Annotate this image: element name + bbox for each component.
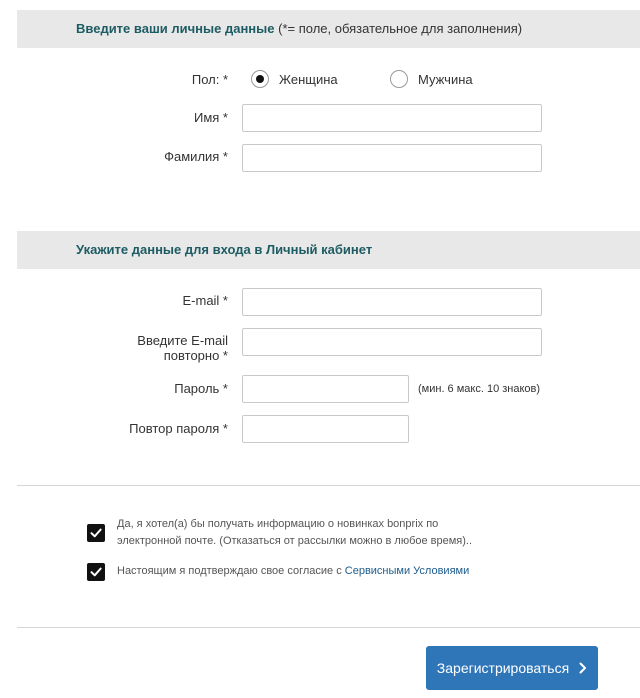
email-field[interactable] <box>242 288 542 316</box>
password-field[interactable] <box>242 375 409 403</box>
email-repeat-label-line2: повторно * <box>163 348 228 363</box>
required-note: (*= поле, обязательное для заполнения) <box>278 21 523 36</box>
register-button-label: Зарегистрироваться <box>436 660 570 676</box>
gender-label: Пол: * <box>191 72 228 87</box>
personal-data-header <box>17 10 640 48</box>
chevron-right-icon <box>579 662 587 674</box>
personal-data-title: Введите ваши личные данные <box>76 21 275 36</box>
first-name-field[interactable] <box>242 104 542 132</box>
checkbox-checked-icon <box>90 527 102 539</box>
password-repeat-label: Повтор пароля * <box>129 421 228 436</box>
first-name-label: Имя * <box>194 110 228 125</box>
register-button[interactable] <box>426 646 598 690</box>
password-repeat-field[interactable] <box>242 415 409 443</box>
login-data-header <box>17 231 640 269</box>
password-label: Пароль * <box>174 381 228 396</box>
gender-option-female[interactable] <box>251 69 338 89</box>
login-data-title: Укажите данные для входа в Личный кабинет <box>76 242 373 257</box>
newsletter-consent-text <box>117 516 497 550</box>
terms-text: Настоящим я подтверждаю свое согласие с <box>117 565 342 577</box>
terms-checkbox[interactable] <box>87 563 105 581</box>
checkbox-checked-icon <box>90 566 102 578</box>
gender-female-label: Женщина <box>279 71 338 87</box>
newsletter-checkbox[interactable] <box>87 524 105 542</box>
email-repeat-field[interactable] <box>242 328 542 356</box>
newsletter-line1: Да, я хотел(а) бы получать информацию о новинках bonprix по <box>117 518 439 530</box>
last-name-field[interactable] <box>242 144 542 172</box>
divider <box>17 485 640 486</box>
email-label: E-mail * <box>182 293 228 308</box>
email-repeat-label-line1: Введите E-mail <box>137 333 228 348</box>
radio-selected-icon[interactable] <box>251 70 269 88</box>
radio-unselected-icon[interactable] <box>390 70 408 88</box>
gender-male-label: Мужчина <box>418 71 473 87</box>
divider <box>17 627 640 628</box>
email-repeat-label <box>137 333 228 363</box>
newsletter-line2: электронной почте. (Отказаться от рассылки можно в любое время).. <box>117 535 473 547</box>
last-name-label: Фамилия * <box>164 149 228 164</box>
terms-link[interactable]: Сервисными Условиями <box>344 565 470 577</box>
gender-option-male[interactable] <box>390 69 473 89</box>
terms-consent-text <box>117 563 497 580</box>
password-hint: (мин. 6 макс. 10 знаков) <box>418 383 541 395</box>
